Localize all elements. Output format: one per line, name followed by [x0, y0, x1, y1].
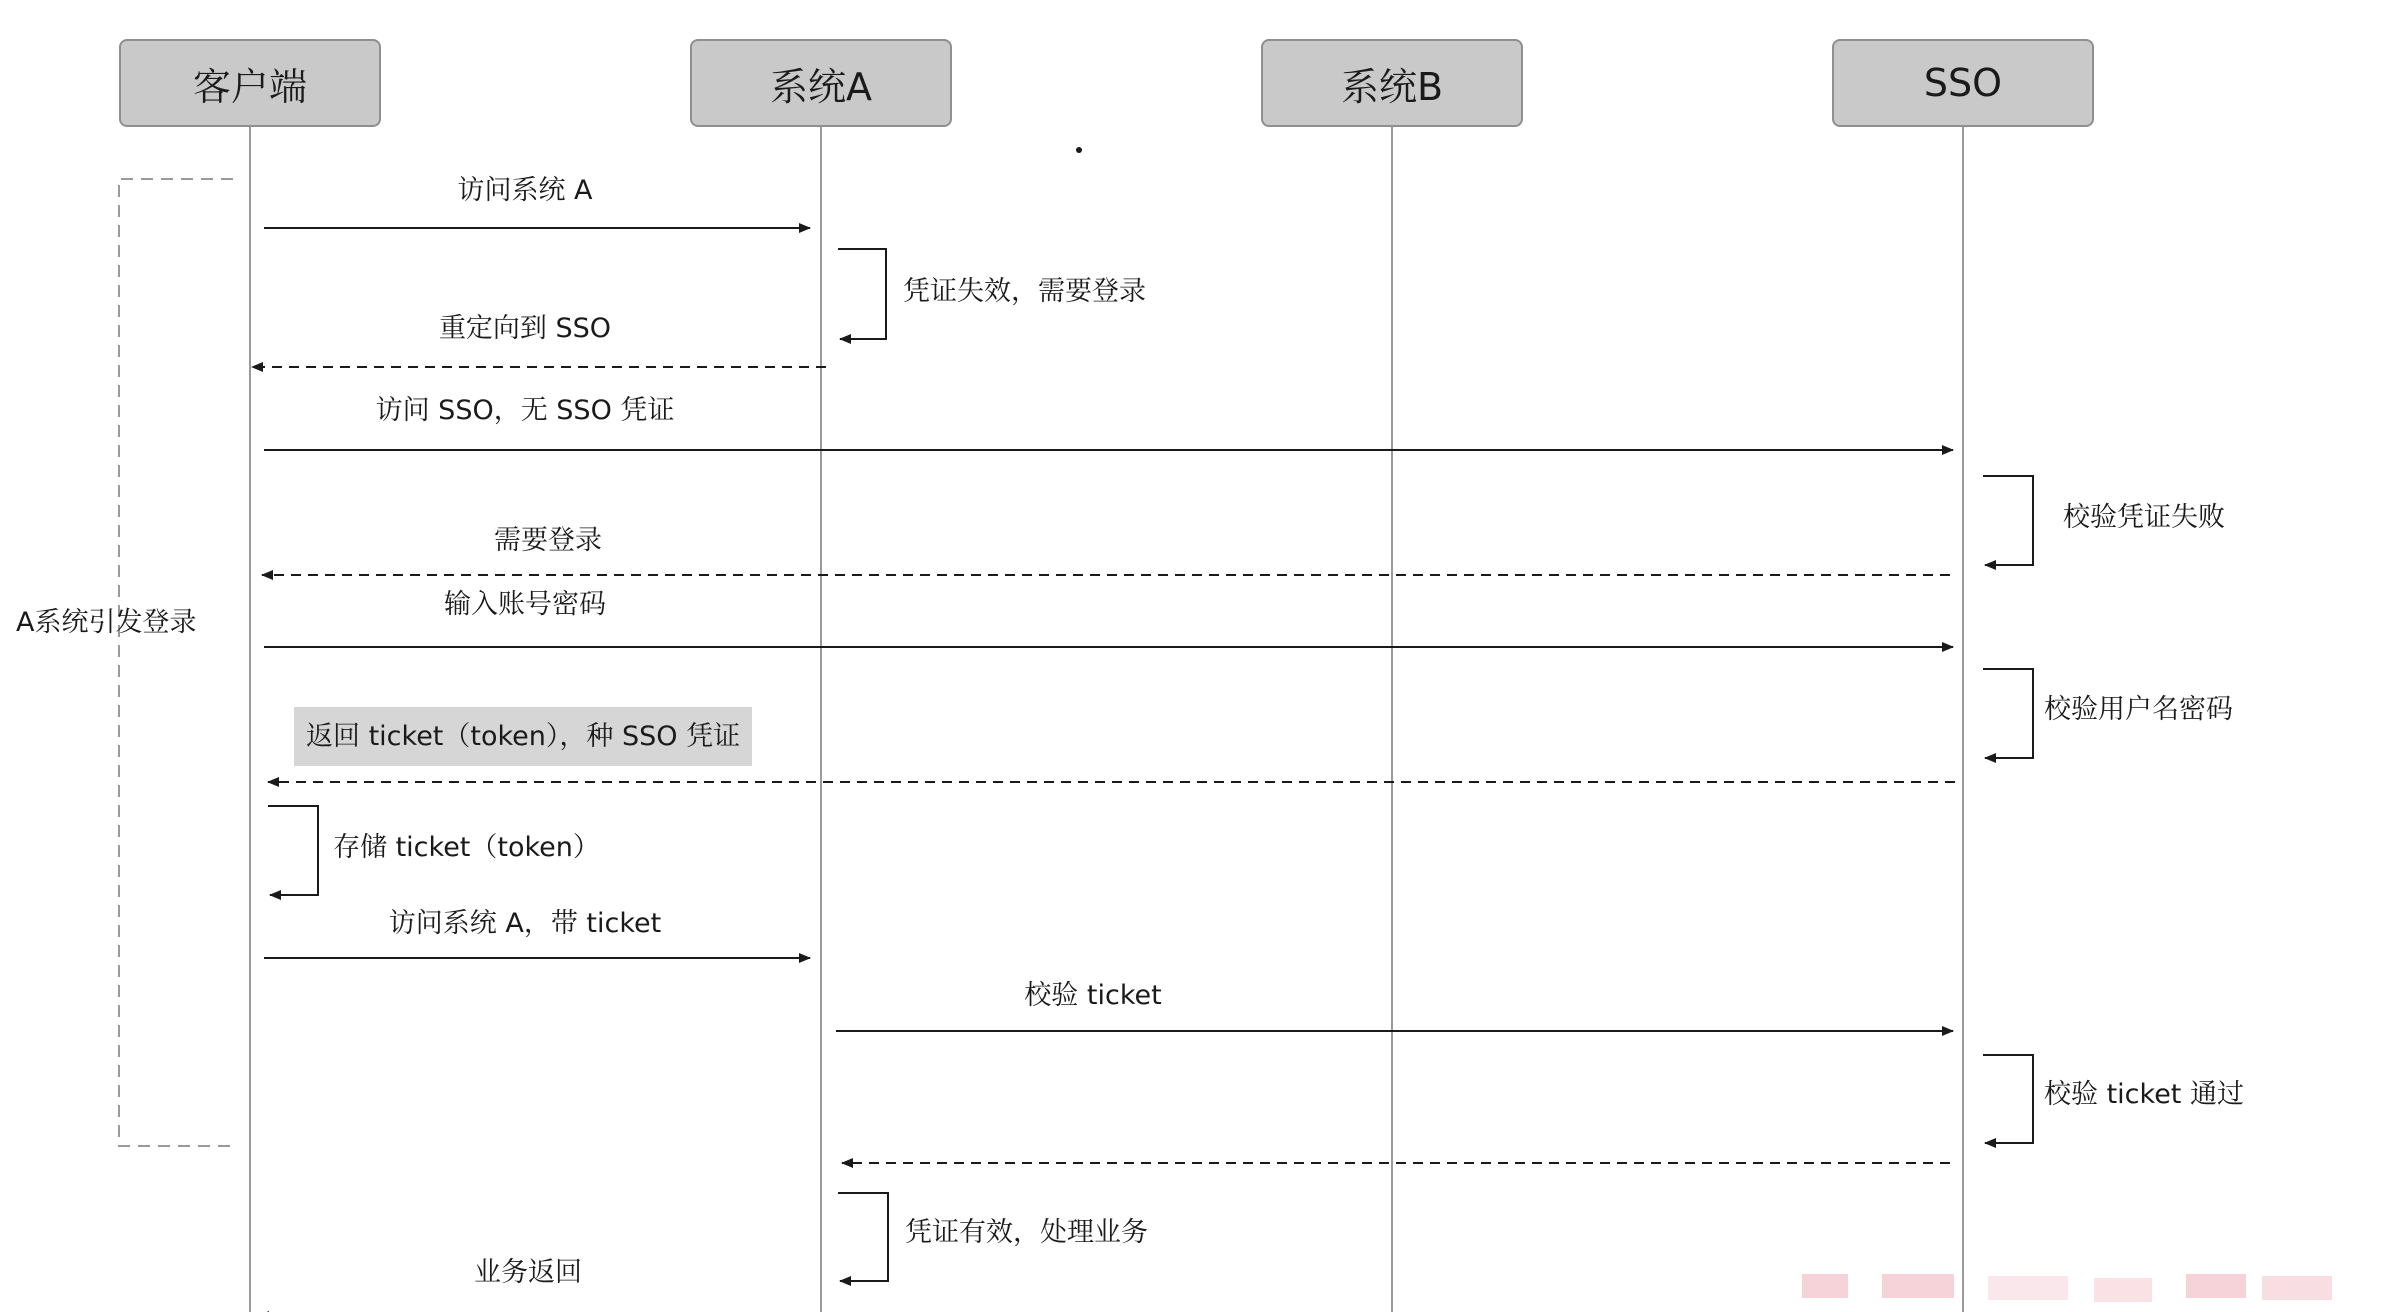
- message-label: 业务返回: [474, 1257, 582, 1288]
- watermark-blur: [1988, 1276, 2068, 1300]
- self-loop-arrow: [268, 806, 318, 895]
- watermark-blur: [1802, 1274, 1848, 1298]
- participant-client: 客户端: [119, 39, 381, 127]
- participant-system-b: 系统B: [1261, 39, 1523, 127]
- message-label: 访问系统 A: [457, 175, 593, 206]
- self-note-label: 存储 ticket（token）: [333, 832, 600, 863]
- self-note-label: 凭证有效，处理业务: [905, 1217, 1148, 1248]
- self-loop-arrow: [1983, 669, 2033, 758]
- message-label: 重定向到 SSO: [438, 313, 612, 344]
- self-note-label: 校验凭证失败: [2063, 502, 2225, 533]
- self-loop-arrow: [838, 1193, 888, 1281]
- group-label: A系统引发登录: [16, 607, 197, 638]
- watermark-blur: [1882, 1274, 1954, 1298]
- watermark-blur: [2262, 1276, 2332, 1300]
- message-label: 需要登录: [494, 525, 602, 556]
- participant-system-a: 系统A: [690, 39, 952, 127]
- highlighted-message-label: 返回 ticket（token），种 SSO 凭证: [294, 707, 752, 766]
- self-note-label: 校验 ticket 通过: [2044, 1079, 2244, 1110]
- message-label: 访问 SSO，无 SSO 凭证: [375, 395, 675, 426]
- self-loop-arrow: [1983, 476, 2033, 565]
- stray-dot: [1076, 147, 1082, 153]
- message-label: 校验 ticket: [1024, 980, 1162, 1011]
- watermark-blur: [2186, 1274, 2246, 1298]
- self-loop-arrow: [838, 249, 886, 339]
- participant-sso: SSO: [1832, 39, 2094, 127]
- message-label: 访问系统 A，带 ticket: [388, 908, 662, 939]
- self-note-label: 凭证失效，需要登录: [903, 276, 1146, 307]
- message-label: 输入账号密码: [444, 589, 606, 620]
- self-note-label: 校验用户名密码: [2044, 694, 2233, 725]
- self-loop-arrow: [1983, 1055, 2033, 1143]
- watermark-blur: [2094, 1278, 2152, 1302]
- group-frame: [119, 179, 233, 1146]
